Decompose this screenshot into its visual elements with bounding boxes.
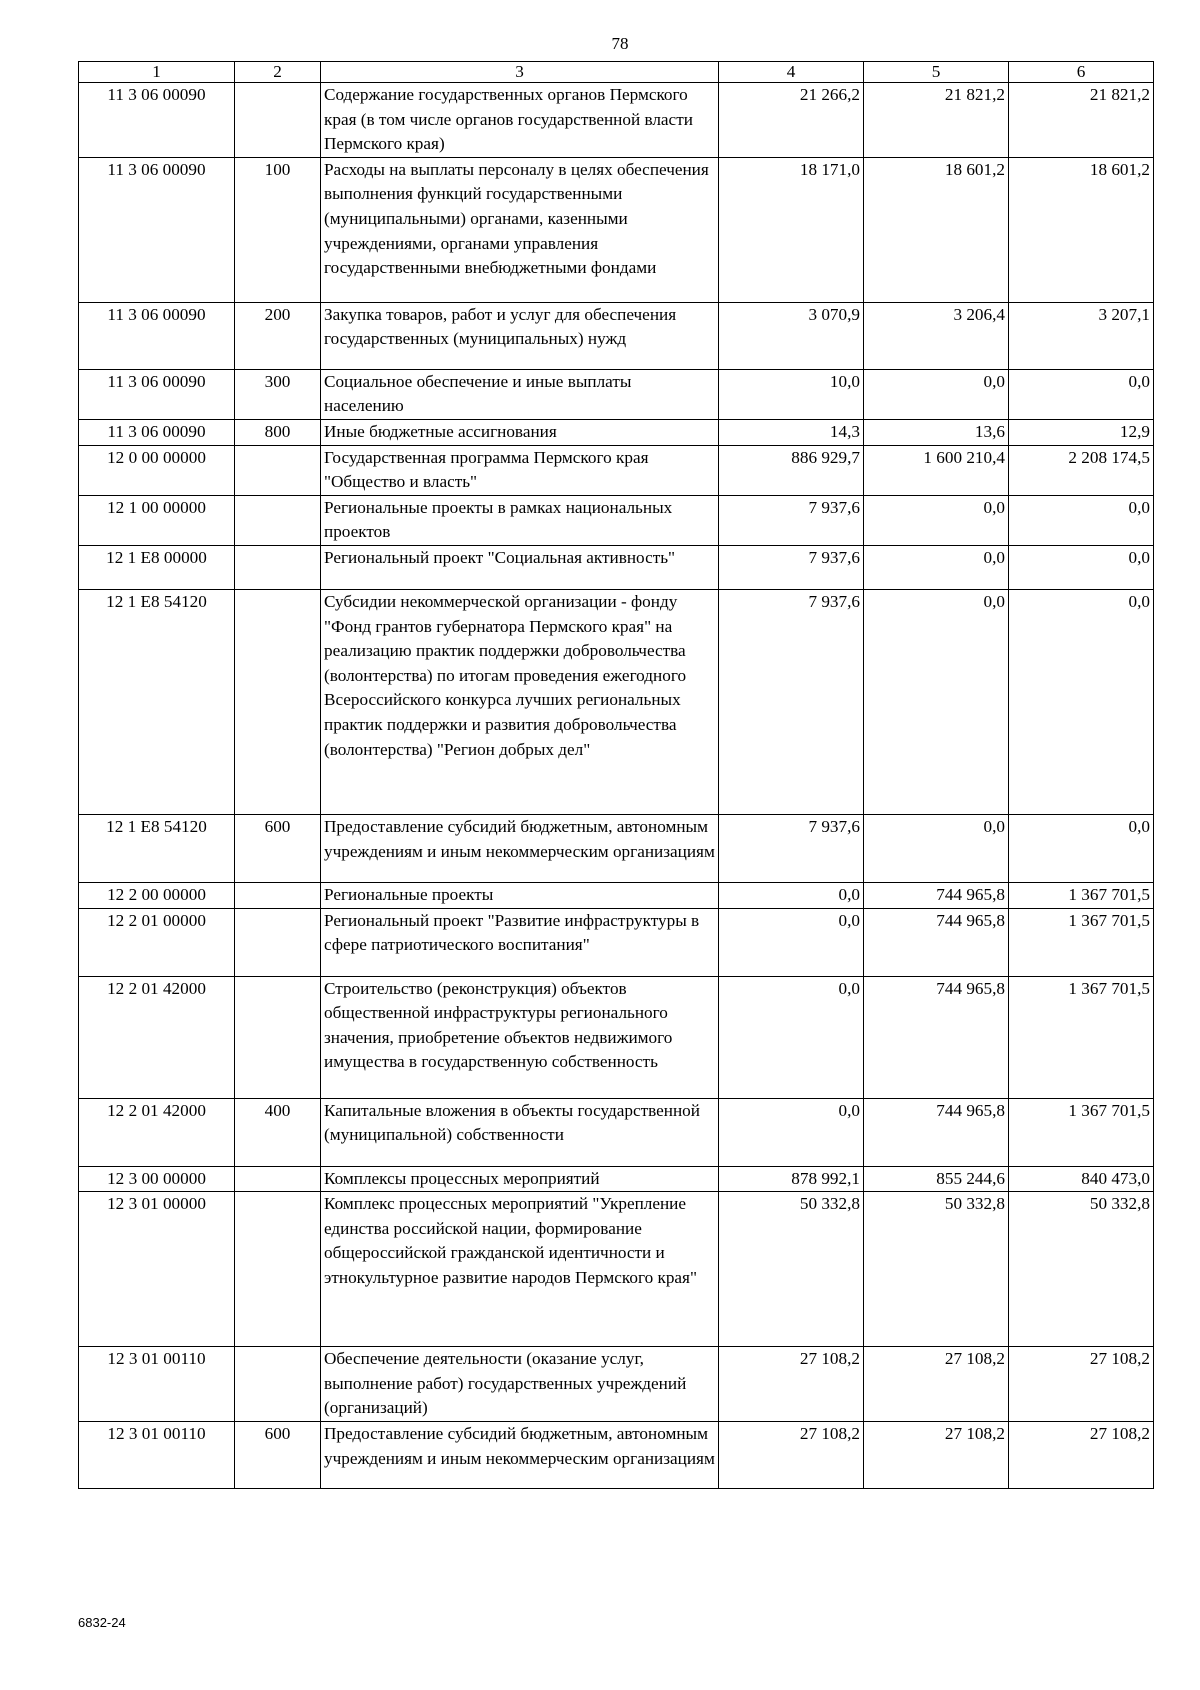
amount-year2-cell: 27 108,2	[864, 1421, 1009, 1488]
amount-year3-cell: 21 821,2	[1009, 83, 1154, 158]
amount-year1-cell: 27 108,2	[719, 1347, 864, 1422]
table-row	[79, 545, 1154, 589]
amount-year3-cell: 0,0	[1009, 495, 1154, 545]
table-row	[79, 814, 1154, 882]
amount-year1-cell: 3 070,9	[719, 302, 864, 369]
amount-year3-cell: 1 367 701,5	[1009, 976, 1154, 1098]
expense-type-cell	[235, 882, 321, 908]
amount-year3-cell: 12,9	[1009, 419, 1154, 445]
amount-year2-cell: 744 965,8	[864, 882, 1009, 908]
column-header: 4	[719, 62, 864, 83]
amount-year1-cell: 18 171,0	[719, 157, 864, 302]
amount-year2-cell: 0,0	[864, 545, 1009, 589]
expense-type-cell: 600	[235, 814, 321, 882]
table-row	[79, 1192, 1154, 1347]
amount-year2-cell: 50 332,8	[864, 1192, 1009, 1347]
budget-code-cell: 12 2 00 00000	[79, 882, 235, 908]
expense-type-cell	[235, 1347, 321, 1422]
item-name-cell: Региональный проект "Развитие инфраструктуры в сфере патриотического воспитания"	[321, 908, 719, 976]
expense-type-cell: 400	[235, 1098, 321, 1166]
amount-year3-cell: 0,0	[1009, 545, 1154, 589]
item-name-cell: Закупка товаров, работ и услуг для обеспечения государственных (муниципальных) нужд	[321, 302, 719, 369]
amount-year3-cell: 840 473,0	[1009, 1166, 1154, 1192]
amount-year3-cell: 3 207,1	[1009, 302, 1154, 369]
item-name-cell: Государственная программа Пермского края "Общество и власть"	[321, 445, 719, 495]
budget-code-cell: 12 1 E8 54120	[79, 589, 235, 814]
table-row	[79, 83, 1154, 158]
budget-code-cell: 11 3 06 00090	[79, 83, 235, 158]
amount-year1-cell: 7 937,6	[719, 589, 864, 814]
amount-year1-cell: 7 937,6	[719, 495, 864, 545]
expense-type-cell	[235, 1166, 321, 1192]
item-name-cell: Строительство (реконструкция) объектов общественной инфраструктуры регионального значения, приобретение объектов недвижимого имущества в государственную собственность	[321, 976, 719, 1098]
amount-year3-cell: 18 601,2	[1009, 157, 1154, 302]
expense-type-cell	[235, 976, 321, 1098]
amount-year2-cell: 744 965,8	[864, 976, 1009, 1098]
document-number: 6832-24	[78, 1615, 126, 1630]
amount-year2-cell: 13,6	[864, 419, 1009, 445]
expense-type-cell	[235, 908, 321, 976]
expense-type-cell: 200	[235, 302, 321, 369]
item-name-cell: Содержание государственных органов Пермского края (в том числе органов государственной власти Пермского края)	[321, 83, 719, 158]
amount-year1-cell: 10,0	[719, 369, 864, 419]
budget-code-cell: 11 3 06 00090	[79, 419, 235, 445]
amount-year2-cell: 3 206,4	[864, 302, 1009, 369]
amount-year3-cell: 1 367 701,5	[1009, 908, 1154, 976]
budget-code-cell: 12 3 01 00110	[79, 1421, 235, 1488]
item-name-cell: Обеспечение деятельности (оказание услуг, выполнение работ) государственных учреждений (организаций)	[321, 1347, 719, 1422]
amount-year2-cell: 0,0	[864, 495, 1009, 545]
page-number: 78	[611, 34, 629, 53]
amount-year1-cell: 0,0	[719, 1098, 864, 1166]
amount-year2-cell: 21 821,2	[864, 83, 1009, 158]
column-header: 5	[864, 62, 1009, 83]
table-row	[79, 419, 1154, 445]
item-name-cell: Предоставление субсидий бюджетным, автономным учреждениям и иным некоммерческим организациям	[321, 814, 719, 882]
item-name-cell: Расходы на выплаты персоналу в целях обеспечения выполнения функций государственными (муниципальными) органами, казенными учреждениями, органами управления государственными внебюджетными фондами	[321, 157, 719, 302]
amount-year2-cell: 27 108,2	[864, 1347, 1009, 1422]
amount-year3-cell: 27 108,2	[1009, 1347, 1154, 1422]
budget-code-cell: 12 2 01 42000	[79, 1098, 235, 1166]
item-name-cell: Региональные проекты	[321, 882, 719, 908]
table-row	[79, 1098, 1154, 1166]
table-row	[79, 1166, 1154, 1192]
amount-year2-cell: 0,0	[864, 814, 1009, 882]
budget-table	[78, 61, 1154, 1489]
item-name-cell: Предоставление субсидий бюджетным, автономным учреждениям и иным некоммерческим организациям	[321, 1421, 719, 1488]
expense-type-cell	[235, 83, 321, 158]
budget-code-cell: 12 1 E8 54120	[79, 814, 235, 882]
budget-code-cell: 12 1 E8 00000	[79, 545, 235, 589]
amount-year1-cell: 0,0	[719, 908, 864, 976]
amount-year3-cell: 0,0	[1009, 589, 1154, 814]
amount-year3-cell: 27 108,2	[1009, 1421, 1154, 1488]
budget-code-cell: 12 2 01 42000	[79, 976, 235, 1098]
expense-type-cell: 800	[235, 419, 321, 445]
table-row	[79, 908, 1154, 976]
column-header: 1	[79, 62, 235, 83]
amount-year2-cell: 0,0	[864, 589, 1009, 814]
amount-year3-cell: 1 367 701,5	[1009, 1098, 1154, 1166]
amount-year1-cell: 0,0	[719, 882, 864, 908]
table-row	[79, 302, 1154, 369]
expense-type-cell	[235, 445, 321, 495]
table-row	[79, 1421, 1154, 1488]
expense-type-cell	[235, 589, 321, 814]
budget-code-cell: 12 0 00 00000	[79, 445, 235, 495]
amount-year3-cell: 50 332,8	[1009, 1192, 1154, 1347]
amount-year2-cell: 855 244,6	[864, 1166, 1009, 1192]
table-row	[79, 976, 1154, 1098]
item-name-cell: Субсидии некоммерческой организации - фонду "Фонд грантов губернатора Пермского края" на реализацию практик поддержки добровольчества (волонтерства) по итогам проведения ежегодного Всероссийского конкурса лучших региональных практик поддержки и развития добровольчества (волонтерства) "Регион добрых дел"	[321, 589, 719, 814]
amount-year2-cell: 744 965,8	[864, 908, 1009, 976]
item-name-cell: Капитальные вложения в объекты государственной (муниципальной) собственности	[321, 1098, 719, 1166]
item-name-cell: Комплексы процессных мероприятий	[321, 1166, 719, 1192]
budget-code-cell: 11 3 06 00090	[79, 302, 235, 369]
amount-year2-cell: 744 965,8	[864, 1098, 1009, 1166]
table-row	[79, 369, 1154, 419]
table-row	[79, 445, 1154, 495]
column-header: 3	[321, 62, 719, 83]
amount-year1-cell: 886 929,7	[719, 445, 864, 495]
amount-year1-cell: 14,3	[719, 419, 864, 445]
table-row	[79, 157, 1154, 302]
budget-code-cell: 12 3 01 00000	[79, 1192, 235, 1347]
amount-year3-cell: 0,0	[1009, 814, 1154, 882]
table-row	[79, 589, 1154, 814]
column-header: 6	[1009, 62, 1154, 83]
table-row	[79, 1347, 1154, 1422]
amount-year1-cell: 7 937,6	[719, 814, 864, 882]
budget-code-cell: 11 3 06 00090	[79, 157, 235, 302]
amount-year2-cell: 18 601,2	[864, 157, 1009, 302]
table-row	[79, 495, 1154, 545]
amount-year2-cell: 1 600 210,4	[864, 445, 1009, 495]
amount-year3-cell: 0,0	[1009, 369, 1154, 419]
expense-type-cell	[235, 495, 321, 545]
expense-type-cell: 600	[235, 1421, 321, 1488]
amount-year3-cell: 1 367 701,5	[1009, 882, 1154, 908]
amount-year2-cell: 0,0	[864, 369, 1009, 419]
expense-type-cell: 100	[235, 157, 321, 302]
amount-year1-cell: 7 937,6	[719, 545, 864, 589]
budget-code-cell: 11 3 06 00090	[79, 369, 235, 419]
item-name-cell: Иные бюджетные ассигнования	[321, 419, 719, 445]
expense-type-cell	[235, 545, 321, 589]
expense-type-cell: 300	[235, 369, 321, 419]
amount-year1-cell: 878 992,1	[719, 1166, 864, 1192]
item-name-cell: Региональные проекты в рамках национальных проектов	[321, 495, 719, 545]
item-name-cell: Региональный проект "Социальная активность"	[321, 545, 719, 589]
amount-year1-cell: 50 332,8	[719, 1192, 864, 1347]
budget-code-cell: 12 2 01 00000	[79, 908, 235, 976]
amount-year1-cell: 0,0	[719, 976, 864, 1098]
table-row	[79, 882, 1154, 908]
table-header-row	[79, 62, 1154, 83]
column-header: 2	[235, 62, 321, 83]
budget-code-cell: 12 3 00 00000	[79, 1166, 235, 1192]
item-name-cell: Социальное обеспечение и иные выплаты населению	[321, 369, 719, 419]
amount-year1-cell: 21 266,2	[719, 83, 864, 158]
budget-code-cell: 12 3 01 00110	[79, 1347, 235, 1422]
budget-code-cell: 12 1 00 00000	[79, 495, 235, 545]
amount-year1-cell: 27 108,2	[719, 1421, 864, 1488]
item-name-cell: Комплекс процессных мероприятий "Укрепление единства российской нации, формирование общероссийской гражданской идентичности и этнокультурное развитие народов Пермского края"	[321, 1192, 719, 1347]
expense-type-cell	[235, 1192, 321, 1347]
amount-year3-cell: 2 208 174,5	[1009, 445, 1154, 495]
